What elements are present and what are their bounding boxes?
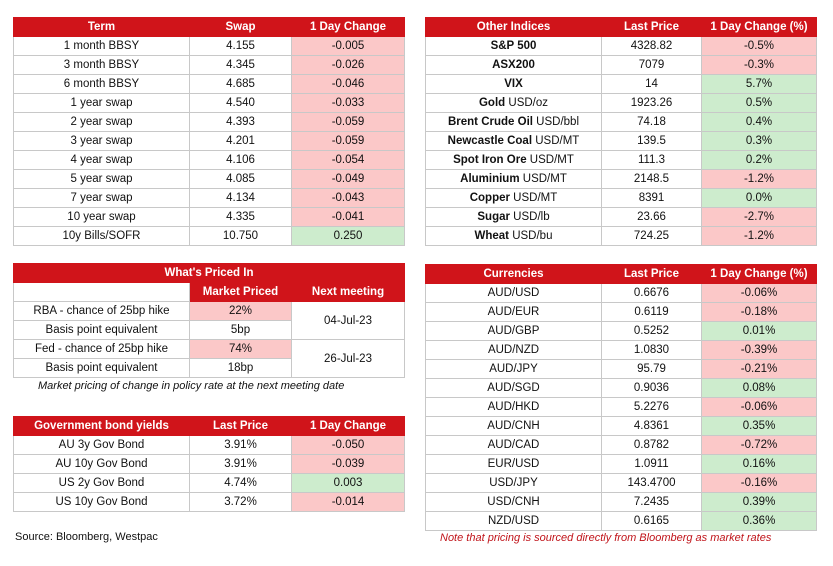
index-name: Spot Iron Ore	[453, 154, 527, 166]
currency-change: 0.01%	[702, 322, 817, 341]
swap-term: 10 year swap	[14, 208, 190, 227]
index-unit: USD/MT	[529, 154, 574, 166]
table-row	[14, 189, 405, 208]
index-name: Newcastle Coal	[447, 135, 533, 147]
index-name-cell	[426, 151, 602, 170]
swap-value: 4.201	[190, 132, 292, 151]
index-unit: USD/bu	[512, 230, 553, 242]
indices-table	[425, 17, 817, 246]
swap-change: -0.043	[292, 189, 405, 208]
swap-term: 6 month BBSY	[14, 75, 190, 94]
index-unit: USD/bbl	[536, 116, 579, 128]
currency-change: -0.72%	[702, 436, 817, 455]
swap-change: -0.041	[292, 208, 405, 227]
currency-change: -0.39%	[702, 341, 817, 360]
index-price: 74.18	[602, 113, 702, 132]
table-row	[426, 360, 817, 379]
currency-change: 0.39%	[702, 493, 817, 512]
priced-label: Basis point equivalent	[14, 359, 190, 378]
index-price: 2148.5	[602, 170, 702, 189]
priced-in-table	[13, 263, 405, 378]
swap-term: 10y Bills/SOFR	[14, 227, 190, 246]
index-change: 5.7%	[702, 75, 817, 94]
currency-change: 0.08%	[702, 379, 817, 398]
currency-pair: AUD/NZD	[426, 341, 602, 360]
index-name-cell	[426, 75, 602, 94]
priced-value: 5bp	[190, 321, 292, 340]
priced-in-footnote: Market pricing of change in policy rate at the next meeting date	[38, 380, 345, 392]
swap-header-term: Term	[14, 18, 190, 37]
index-change: -1.2%	[702, 170, 817, 189]
table-row	[14, 94, 405, 113]
index-unit: USD/MT	[513, 192, 558, 204]
swap-header-swap: Swap	[190, 18, 292, 37]
index-change: -1.2%	[702, 227, 817, 246]
table-row	[426, 227, 817, 246]
index-name: ASX200	[492, 59, 535, 71]
index-price: 8391	[602, 189, 702, 208]
index-change: 0.2%	[702, 151, 817, 170]
swap-value: 4.155	[190, 37, 292, 56]
currency-pair: AUD/SGD	[426, 379, 602, 398]
bond-price: 3.72%	[190, 493, 292, 512]
index-name-cell	[426, 189, 602, 208]
table-row	[426, 208, 817, 227]
bond-name: AU 10y Gov Bond	[14, 455, 190, 474]
index-price: 7079	[602, 56, 702, 75]
currency-price: 143.4700	[602, 474, 702, 493]
currency-pair: AUD/GBP	[426, 322, 602, 341]
currency-header-change: 1 Day Change (%)	[702, 265, 817, 284]
table-row	[14, 132, 405, 151]
source-note: Source: Bloomberg, Westpac	[15, 531, 158, 543]
index-name-cell	[426, 56, 602, 75]
table-row	[426, 512, 817, 531]
bond-price: 3.91%	[190, 436, 292, 455]
index-name: Gold	[478, 97, 506, 109]
table-row	[14, 56, 405, 75]
currency-price: 0.5252	[602, 322, 702, 341]
swap-term: 2 year swap	[14, 113, 190, 132]
currency-pair: AUD/CAD	[426, 436, 602, 455]
swap-value: 4.335	[190, 208, 292, 227]
table-row	[14, 436, 405, 455]
swap-change: -0.054	[292, 151, 405, 170]
indices-header-price: Last Price	[602, 18, 702, 37]
index-name-cell	[426, 113, 602, 132]
table-row	[426, 56, 817, 75]
swap-term: 5 year swap	[14, 170, 190, 189]
table-row	[426, 322, 817, 341]
currency-pair: AUD/JPY	[426, 360, 602, 379]
pricing-note: Note that pricing is sourced directly from Bloomberg as market rates	[440, 532, 772, 544]
index-price: 1923.26	[602, 94, 702, 113]
priced-value: 18bp	[190, 359, 292, 378]
swap-term: 1 year swap	[14, 94, 190, 113]
index-change: 0.0%	[702, 189, 817, 208]
table-row	[426, 113, 817, 132]
table-row	[426, 303, 817, 322]
currency-price: 0.6676	[602, 284, 702, 303]
swap-change: -0.046	[292, 75, 405, 94]
currency-pair: AUD/CNH	[426, 417, 602, 436]
swap-value: 4.393	[190, 113, 292, 132]
swap-term: 3 year swap	[14, 132, 190, 151]
currency-price: 1.0911	[602, 455, 702, 474]
swap-value: 4.106	[190, 151, 292, 170]
index-change: 0.4%	[702, 113, 817, 132]
priced-label: RBA - chance of 25bp hike	[14, 302, 190, 321]
index-name: Sugar	[477, 211, 510, 223]
index-name-cell	[426, 170, 602, 189]
index-name: Wheat	[474, 230, 509, 242]
swap-value: 4.345	[190, 56, 292, 75]
currency-change: 0.16%	[702, 455, 817, 474]
bond-header-price: Last Price	[190, 417, 292, 436]
priced-value: 22%	[190, 302, 292, 321]
currency-table	[425, 264, 817, 531]
bond-change: -0.050	[292, 436, 405, 455]
bond-change: 0.003	[292, 474, 405, 493]
index-change: 0.3%	[702, 132, 817, 151]
bond-name: AU 3y Gov Bond	[14, 436, 190, 455]
index-change: 0.5%	[702, 94, 817, 113]
table-row	[14, 151, 405, 170]
currency-price: 7.2435	[602, 493, 702, 512]
table-row	[426, 398, 817, 417]
table-row	[14, 113, 405, 132]
priced-in-header-market: Market Priced	[190, 283, 292, 302]
table-row	[426, 151, 817, 170]
index-change: -0.3%	[702, 56, 817, 75]
priced-label: Basis point equivalent	[14, 321, 190, 340]
index-price: 724.25	[602, 227, 702, 246]
currency-price: 4.8361	[602, 417, 702, 436]
currency-pair: USD/CNH	[426, 493, 602, 512]
index-price: 14	[602, 75, 702, 94]
currency-change: -0.06%	[702, 398, 817, 417]
swap-change: -0.049	[292, 170, 405, 189]
swap-change: -0.005	[292, 37, 405, 56]
table-row	[426, 493, 817, 512]
bond-table	[13, 416, 405, 512]
index-name: VIX	[504, 78, 523, 90]
currency-change: 0.36%	[702, 512, 817, 531]
table-row	[14, 340, 405, 359]
priced-in-title: What's Priced In	[14, 264, 405, 283]
table-row	[426, 37, 817, 56]
table-row	[426, 417, 817, 436]
currency-pair: EUR/USD	[426, 455, 602, 474]
currency-pair: AUD/EUR	[426, 303, 602, 322]
swap-value: 10.750	[190, 227, 292, 246]
bond-price: 4.74%	[190, 474, 292, 493]
priced-value: 74%	[190, 340, 292, 359]
priced-in-header-meeting: Next meeting	[292, 283, 405, 302]
bond-name: US 2y Gov Bond	[14, 474, 190, 493]
index-name-cell	[426, 94, 602, 113]
indices-header-name: Other Indices	[426, 18, 602, 37]
index-name: Aluminium	[460, 173, 520, 185]
swap-value: 4.685	[190, 75, 292, 94]
table-row	[426, 189, 817, 208]
table-row	[426, 75, 817, 94]
table-row	[426, 379, 817, 398]
index-name: Brent Crude Oil	[447, 116, 533, 128]
swap-table-header	[14, 18, 405, 37]
table-row	[426, 94, 817, 113]
bond-price: 3.91%	[190, 455, 292, 474]
indices-header-change: 1 Day Change (%)	[702, 18, 817, 37]
currency-change: -0.16%	[702, 474, 817, 493]
currency-price: 95.79	[602, 360, 702, 379]
table-row	[426, 170, 817, 189]
table-row	[426, 474, 817, 493]
table-row	[14, 493, 405, 512]
swap-term: 1 month BBSY	[14, 37, 190, 56]
swap-term: 3 month BBSY	[14, 56, 190, 75]
table-row	[14, 208, 405, 227]
index-unit: USD/lb	[513, 211, 550, 223]
index-price: 111.3	[602, 151, 702, 170]
bond-change: -0.014	[292, 493, 405, 512]
currency-pair: AUD/USD	[426, 284, 602, 303]
table-row	[14, 75, 405, 94]
swap-change: 0.250	[292, 227, 405, 246]
currency-pair: AUD/HKD	[426, 398, 602, 417]
bond-header-change: 1 Day Change	[292, 417, 405, 436]
currency-change: -0.18%	[702, 303, 817, 322]
bond-change: -0.039	[292, 455, 405, 474]
index-change: -0.5%	[702, 37, 817, 56]
table-row	[426, 341, 817, 360]
index-unit: USD/MT	[535, 135, 580, 147]
priced-in-header-blank	[14, 283, 190, 302]
currency-header-pair: Currencies	[426, 265, 602, 284]
index-unit: USD/oz	[508, 97, 549, 109]
currency-price: 1.0830	[602, 341, 702, 360]
index-price: 139.5	[602, 132, 702, 151]
swap-term: 7 year swap	[14, 189, 190, 208]
currency-pair: NZD/USD	[426, 512, 602, 531]
table-row	[14, 455, 405, 474]
currency-price: 0.6119	[602, 303, 702, 322]
index-unit: USD/MT	[522, 173, 567, 185]
bond-name: US 10y Gov Bond	[14, 493, 190, 512]
swap-value: 4.540	[190, 94, 292, 113]
table-row	[426, 284, 817, 303]
next-meeting-date: 26-Jul-23	[292, 340, 405, 378]
currency-price: 0.9036	[602, 379, 702, 398]
swap-table	[13, 17, 405, 246]
next-meeting-date: 04-Jul-23	[292, 302, 405, 340]
table-row	[14, 474, 405, 493]
table-row	[14, 227, 405, 246]
priced-label: Fed - chance of 25bp hike	[14, 340, 190, 359]
table-row	[426, 436, 817, 455]
index-name-cell	[426, 37, 602, 56]
currency-header-price: Last Price	[602, 265, 702, 284]
swap-change: -0.059	[292, 113, 405, 132]
currency-change: -0.06%	[702, 284, 817, 303]
table-row	[14, 170, 405, 189]
currency-price: 5.2276	[602, 398, 702, 417]
swap-term: 4 year swap	[14, 151, 190, 170]
currency-price: 0.8782	[602, 436, 702, 455]
table-row	[14, 37, 405, 56]
swap-change: -0.059	[292, 132, 405, 151]
currency-pair: USD/JPY	[426, 474, 602, 493]
index-name: Copper	[469, 192, 510, 204]
swap-change: -0.033	[292, 94, 405, 113]
swap-value: 4.085	[190, 170, 292, 189]
index-name: S&P 500	[490, 40, 537, 52]
currency-change: -0.21%	[702, 360, 817, 379]
index-name-cell	[426, 132, 602, 151]
swap-value: 4.134	[190, 189, 292, 208]
swap-change: -0.026	[292, 56, 405, 75]
index-change: -2.7%	[702, 208, 817, 227]
table-row	[426, 455, 817, 474]
index-price: 4328.82	[602, 37, 702, 56]
currency-change: 0.35%	[702, 417, 817, 436]
index-price: 23.66	[602, 208, 702, 227]
index-name-cell	[426, 227, 602, 246]
bond-header-name: Government bond yields	[14, 417, 190, 436]
index-name-cell	[426, 208, 602, 227]
swap-header-change: 1 Day Change	[292, 18, 405, 37]
table-row	[14, 302, 405, 321]
currency-price: 0.6165	[602, 512, 702, 531]
table-row	[426, 132, 817, 151]
